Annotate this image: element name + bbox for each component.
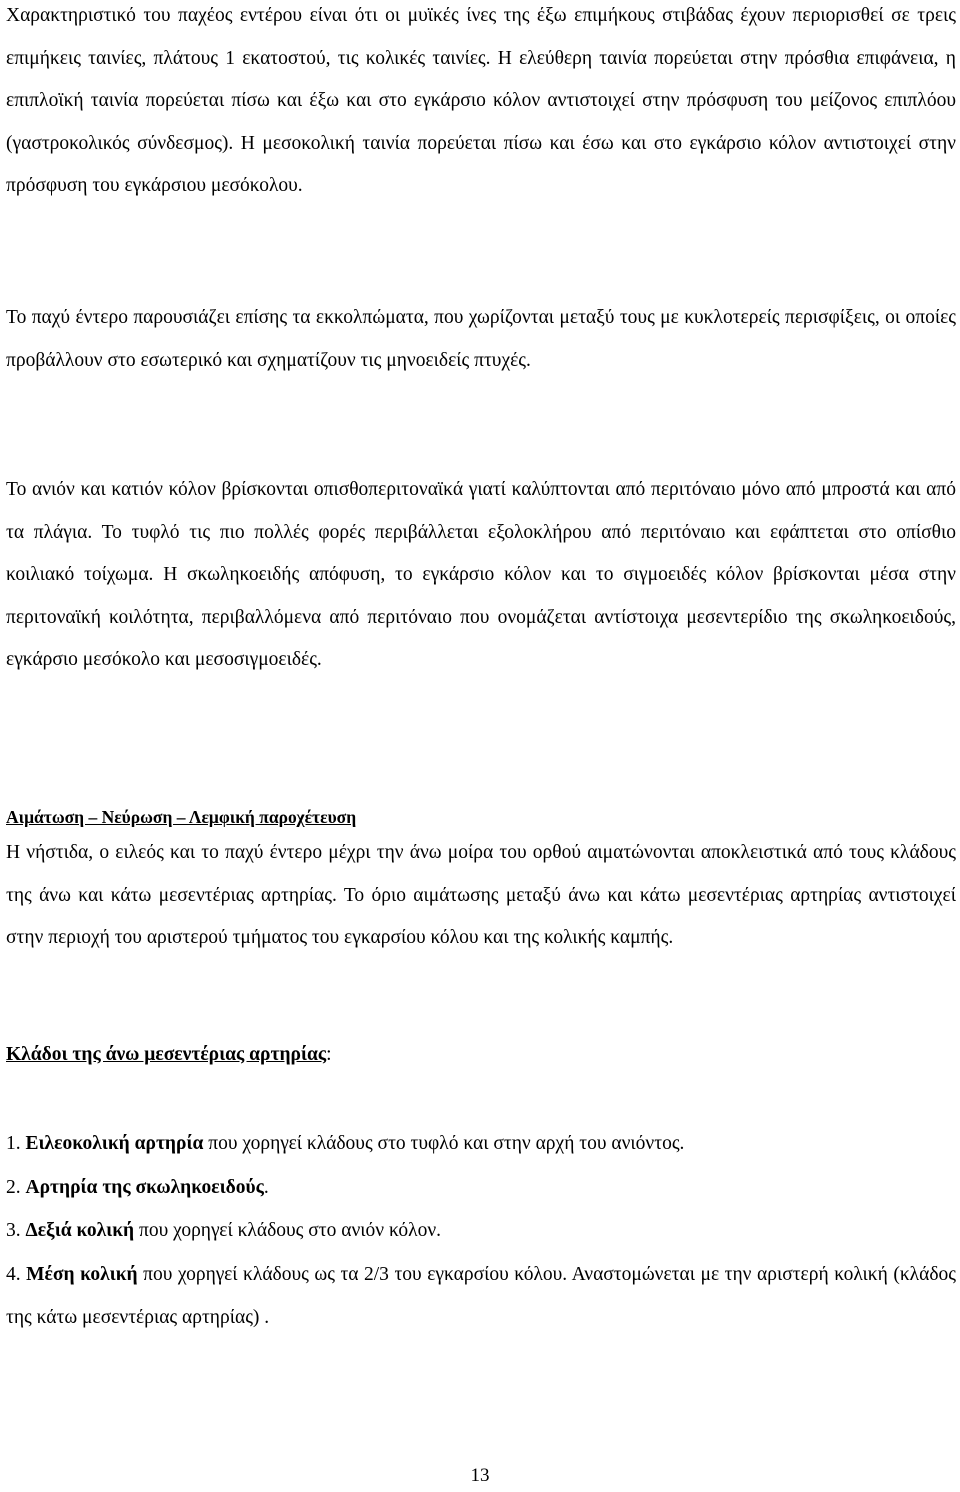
list-item-number: 2. (6, 1176, 21, 1198)
section-heading-blood-supply: Αιμάτωση – Νεύρωση – Λεμφική παροχέτευση (6, 807, 357, 827)
paragraph-haustra: Το παχύ έντερο παρουσιάζει επίσης τα εκκολπώματα, που χωρίζονται μεταξύ τους με κυκλοτερείς περισφίξεις, οι οποίες προβάλλουν στο εσωτερικό και σχηματίζουν τις μηνοειδείς πτυχές. (6, 307, 956, 371)
list-item-description: που χορηγεί κλάδους ως τα 2/3 του εγκαρσίου κόλου. Αναστομώνεται με την αριστερή κολική (κλάδος της κάτω μεσεντέριας αρτηρίας) . (6, 1263, 956, 1328)
list-item-description: που χορηγεί κλάδους στο τυφλό και στην αρχή του ανιόντος. (203, 1133, 685, 1154)
list-item (6, 1122, 956, 1166)
list-item-number: 1. (6, 1133, 21, 1154)
page-number: 13 (470, 1465, 490, 1486)
paragraph-blood-supply: Η νήστιδα, ο ειλεός και το παχύ έντερο μέχρι την άνω μοίρα του ορθού αιματώνονται αποκλειστικά από τους κλάδους της άνω και κάτω μεσεντέριας αρτηρίας. Το όριο αιμάτωσης μεταξύ άνω και κάτω μεσεντέριας αρτηρίας αντιστοιχεί στην περιοχή του αριστερού τμήματος του εγκαρσίου κόλου και της κολικής καμπής. (6, 842, 956, 948)
list-item-term: Αρτηρία της σκωληκοειδούς (25, 1176, 264, 1198)
list-item-description: . (263, 1176, 269, 1198)
list-item-term: Μέση κολική (26, 1263, 138, 1285)
subheading-branches-colon: : (326, 1044, 332, 1065)
subheading-branches-text: Κλάδοι της άνω μεσεντέριας αρτηρίας (6, 1044, 327, 1065)
list-item-term: Ειλεοκολική αρτηρία (25, 1133, 204, 1154)
subheading-branches (6, 1034, 332, 1077)
list-item-description: που χορηγεί κλάδους στο ανιόν κόλον. (134, 1220, 442, 1241)
list-item-term: Δεξιά κολική (25, 1220, 135, 1241)
list-item-number: 3. (6, 1220, 21, 1241)
list-item (6, 1253, 956, 1339)
list-item-number: 4. (6, 1263, 21, 1285)
paragraph-colic-taeniae: Χαρακτηριστικό του παχέος εντέρου είναι ότι οι μυϊκές ίνες της έξω επιμήκους στιβάδας έχουν περιορισθεί σε τρεις επιμήκεις ταινίες, πλάτους 1 εκατοστού, τις κολικές ταινίες. Η ελεύθερη ταινία πορεύεται στην πρόσθια επιφάνεια, η επιπλοϊκή ταινία πορεύεται πίσω και έξω και στο εγκάρσιο κόλον αντιστοιχεί στην πρόσφυση του μείζονος επιπλόου (γαστροκολικός σύνδεσμος). Η μεσοκολική ταινία πορεύεται πίσω και έσω και στο εγκάρσιο κόλον αντιστοιχεί στην πρόσφυση του εγκάρσιου μεσόκολου. (6, 5, 956, 196)
paragraph-peritoneum: Το ανιόν και κατιόν κόλον βρίσκονται οπισθοπεριτοναϊκά γιατί καλύπτονται από περιτόναιο μόνο από μπροστά και από τα πλάγια. Το τυφλό τις πιο πολλές φορές περιβάλλεται εξολοκλήρου από περιτόναιο και εφάπτεται στο οπίσθιο κοιλιακό τοίχωμα. Η σκωληκοειδής απόφυση, το εγκάρσιο κόλον και το σιγμοειδές κόλον βρίσκονται μέσα στην περιτοναϊκή κοιλότητα, περιβαλλόμενα από περιτόναιο που ονομάζεται αντίστοιχα μεσεντερίδιο της σκωληκοειδούς, εγκάρσιο μεσόκολο και μεσοσιγμοειδές. (6, 479, 956, 670)
list-item (6, 1209, 956, 1253)
branches-list (6, 1122, 956, 1339)
list-item (6, 1166, 956, 1210)
